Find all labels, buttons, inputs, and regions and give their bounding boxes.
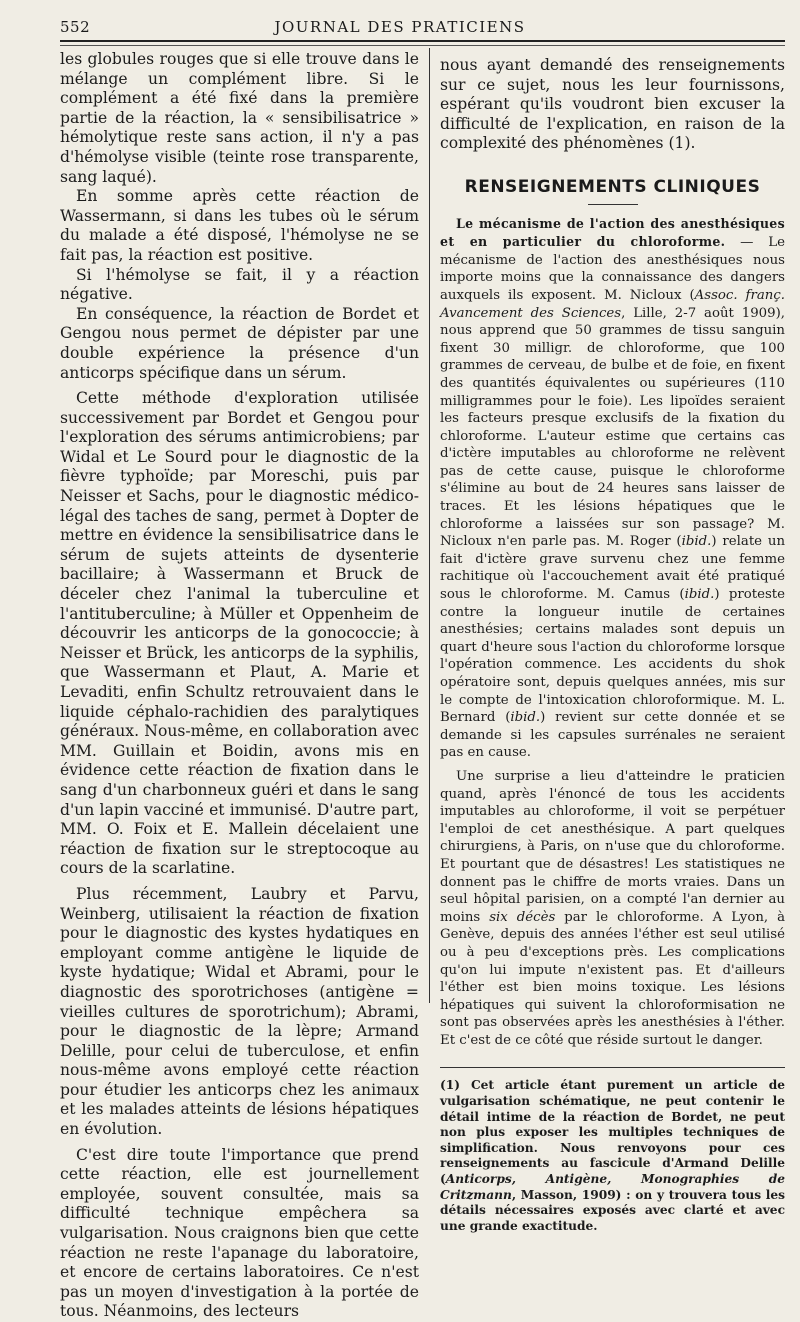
journal-title: JOURNAL DES PRATICIENS (274, 18, 526, 36)
left-column (60, 50, 419, 1322)
paragraph: Cette méthode d'exploration utilisée successivement par Bordet et Gengou pour l'exploration des sérums antimicrobiens; par Widal et Le Sourd pour le diagnostic de la fièvre typhoïde; par Moreschi, puis par Neisser et Sachs, pour le diagnostic médico-légal des taches de sang, permet à Dopter de mettre en évidence la sensibilisatrice dans le sérum de sujets atteints de dysenterie bacillaire; à Wassermann et Bruck de déceler chez l'animal la tuberculine et l'antituberculine; à Müller et Oppenheim de découvrir les anticorps de la gonococcie; à Neisser et Brück, les anticorps de la syphilis, que Wassermann et Plaut, A. Marie et Levaditi, enfin Schultz retrouvaient dans le liquide céphalo-rachidien des paralytiques généraux. Nous-même, en collaboration avec MM. Guillain et Boidin, avons mis en évidence cette réaction de fixation dans le sang d'un charbonneux guéri et dans le sang d'un lapin vacciné et immunisé. D'autre part, MM. O. Foix et E. Mallein décelaient une réaction de fixation sur le streptocoque au cours de la scarlatine. (60, 389, 419, 878)
citation: Assoc. franç. Avancement des Sciences (440, 287, 785, 321)
citation: ibid. (681, 534, 712, 550)
section-heading: RENSEIGNEMENTS CLINIQUES (464, 176, 761, 197)
paragraph: Une surprise a lieu d'atteindre le praticien quand, après l'énoncé de tous les accidents imputables au chloroforme, il voit se perpétuer l'emploi de cet anesthésique. A part quelques chirurgiens, à Paris, on n'use que du chloroforme. Et pourtant que de désastres! Les statistiques ne donnent pas le chiffre de morts vraies. Dans un seul hôpital parisien, on a compté l'an dernier au moins six décès par le chloroforme. A Lyon, à Genève, depuis des années l'éther est seul utilisé ou à peu d'exceptions près. Les complications qu'on lui impute n'existent pas. Et d'ailleurs l'éther est bien moins toxique. Les lésions hépatiques qui suivent la chloroformisation ne sont pas observées après les anesthésies à l'éther. Et c'est de ce côté que réside surtout le danger. (440, 768, 785, 1048)
right-column (440, 56, 785, 1234)
paragraph: En conséquence, la réaction de Bordet et Gengou nous permet de dépister par une double expérience la présence d'un anticorps spécifique dans un sérum. (60, 304, 419, 382)
footnote-rule (440, 1067, 785, 1068)
emphasis: six décès (489, 909, 556, 925)
citation: ibid. (684, 587, 715, 603)
paragraph: En somme après cette réaction de Wassermann, si dans les tubes où le sérum du malade a été disposé, l'hémolyse ne se fait pas, la réaction est positive. (60, 187, 419, 264)
paragraph: nous ayant demandé des renseignements sur ce sujet, nous les leur fournissons, espérant qu'ils voudront bien excuser la difficulté de l'explication, en raison de la complexité des phénomènes (1). (440, 56, 785, 153)
citation: Anticorps, Antigène, Monographies de Critzmann (440, 1172, 785, 1202)
section-rule (588, 204, 638, 205)
paragraph: Plus récemment, Laubry et Parvu, Weinberg, utilisaient la réaction de fixation pour le diagnostic des kystes hydatiques en employant comme antigène le liquide de kyste hydatique; Widal et Abrami, pour le diagnostic des sporotrichoses (antigène = vieilles cultures de sporotrichum); Abrami, pour le diagnostic de la lèpre; Armand Delille, pour celui de tuberculose, et enfin nous-même avons employé cette réaction pour étudier les anticorps chez les animaux et les malades atteints de lésions hépatiques en évolution. (60, 884, 419, 1139)
footnote: (1) Cet article étant purement un article de vulgarisation schématique, ne peut contenir le détail intime de la réaction de Bordet, ne peut non plus exposer les multiples techniques de simplification. Nous renvoyons pour ces renseignements au fascicule d'Armand Delille (Anticorps, Antigène, Monographies de Critzmann, Masson, 1909) : on y trouvera tous les détails nécessaires exposés avec clarté et avec une grande exactitude. (440, 1078, 785, 1233)
lead-title: Le mécanisme de l'action des anesthésiques et en particulier du chloroforme. (440, 215, 785, 250)
paragraph: Si l'hémolyse se fait, il y a réaction négative. (60, 265, 419, 304)
paragraph: Le mécanisme de l'action des anesthésiques et en particulier du chloroforme. — Le mécanisme de l'action des anesthésiques nous importe moins que la connaissance des dangers auxquels ils exposent. M. Nicloux (Assoc. franç. Avancement des Sciences, Lille, 2-7 août 1909), nous apprend que 50 grammes de tissu sanguin fixent 30 milligr. de chloroforme, que 100 grammes de cerveau, de bulbe et de foie, en fixent des quantités équivalentes ou supérieures (110 milligrammes pour le foie). Les lipoïdes seraient les facteurs presque exclusifs de la fixation du chloroforme. L'auteur estime que certains cas d'ictère imputables au chloroforme ne relèvent pas de cette cause, puisque le chloroforme s'élimine au bout de 24 heures sans laisser de traces. Et les lésions hépatiques que le chloroforme a laissées sur son passage? M. Nicloux n'en parle pas. M. Roger (ibid.) relate un fait d'ictère grave survenu chez une femme rachitique où l'accouchement avait été pratiqué sous le chloroforme. M. Camus (ibid.) proteste contre la longueur inutile de certaines anesthésies; certains malades sont depuis un quart d'heure sous l'action du chloroforme lorsque l'opération commence. Les accidents du shok opératoire sont, depuis quelques années, mis sur le compte de l'intoxication chloroformique. M. L. Bernard (ibid.) revient sur cette donnée et se demande si les capsules surrénales ne seraient pas en cause. (440, 215, 786, 761)
citation: ibid. (510, 710, 541, 726)
page-header (0, 10, 800, 40)
column-divider (429, 48, 430, 1003)
paragraph: les globules rouges que si elle trouve dans le mélange un complément libre. Si le complément a été fixé dans la première partie de la réaction, la « sensibilisatrice » hémolytique reste sans action, il n'y a pas d'hémolyse visible (teinte rose transparente, sang laqué). (60, 50, 419, 186)
paragraph: C'est dire toute l'importance que prend cette réaction, elle est journellement employée, souvent consultée, mais sa difficulté technique empêchera sa vulgarisation. Nous craignons bien que cette réaction ne reste l'apanage du laboratoire, et encore de certains laboratoires. Ce n'est pas un moyen d'investigation à la portée de tous. Néanmoins, des lecteurs (60, 1145, 419, 1321)
header-rule-thin (60, 45, 785, 46)
header-rule (60, 40, 785, 42)
page-number: 552 (60, 18, 91, 36)
